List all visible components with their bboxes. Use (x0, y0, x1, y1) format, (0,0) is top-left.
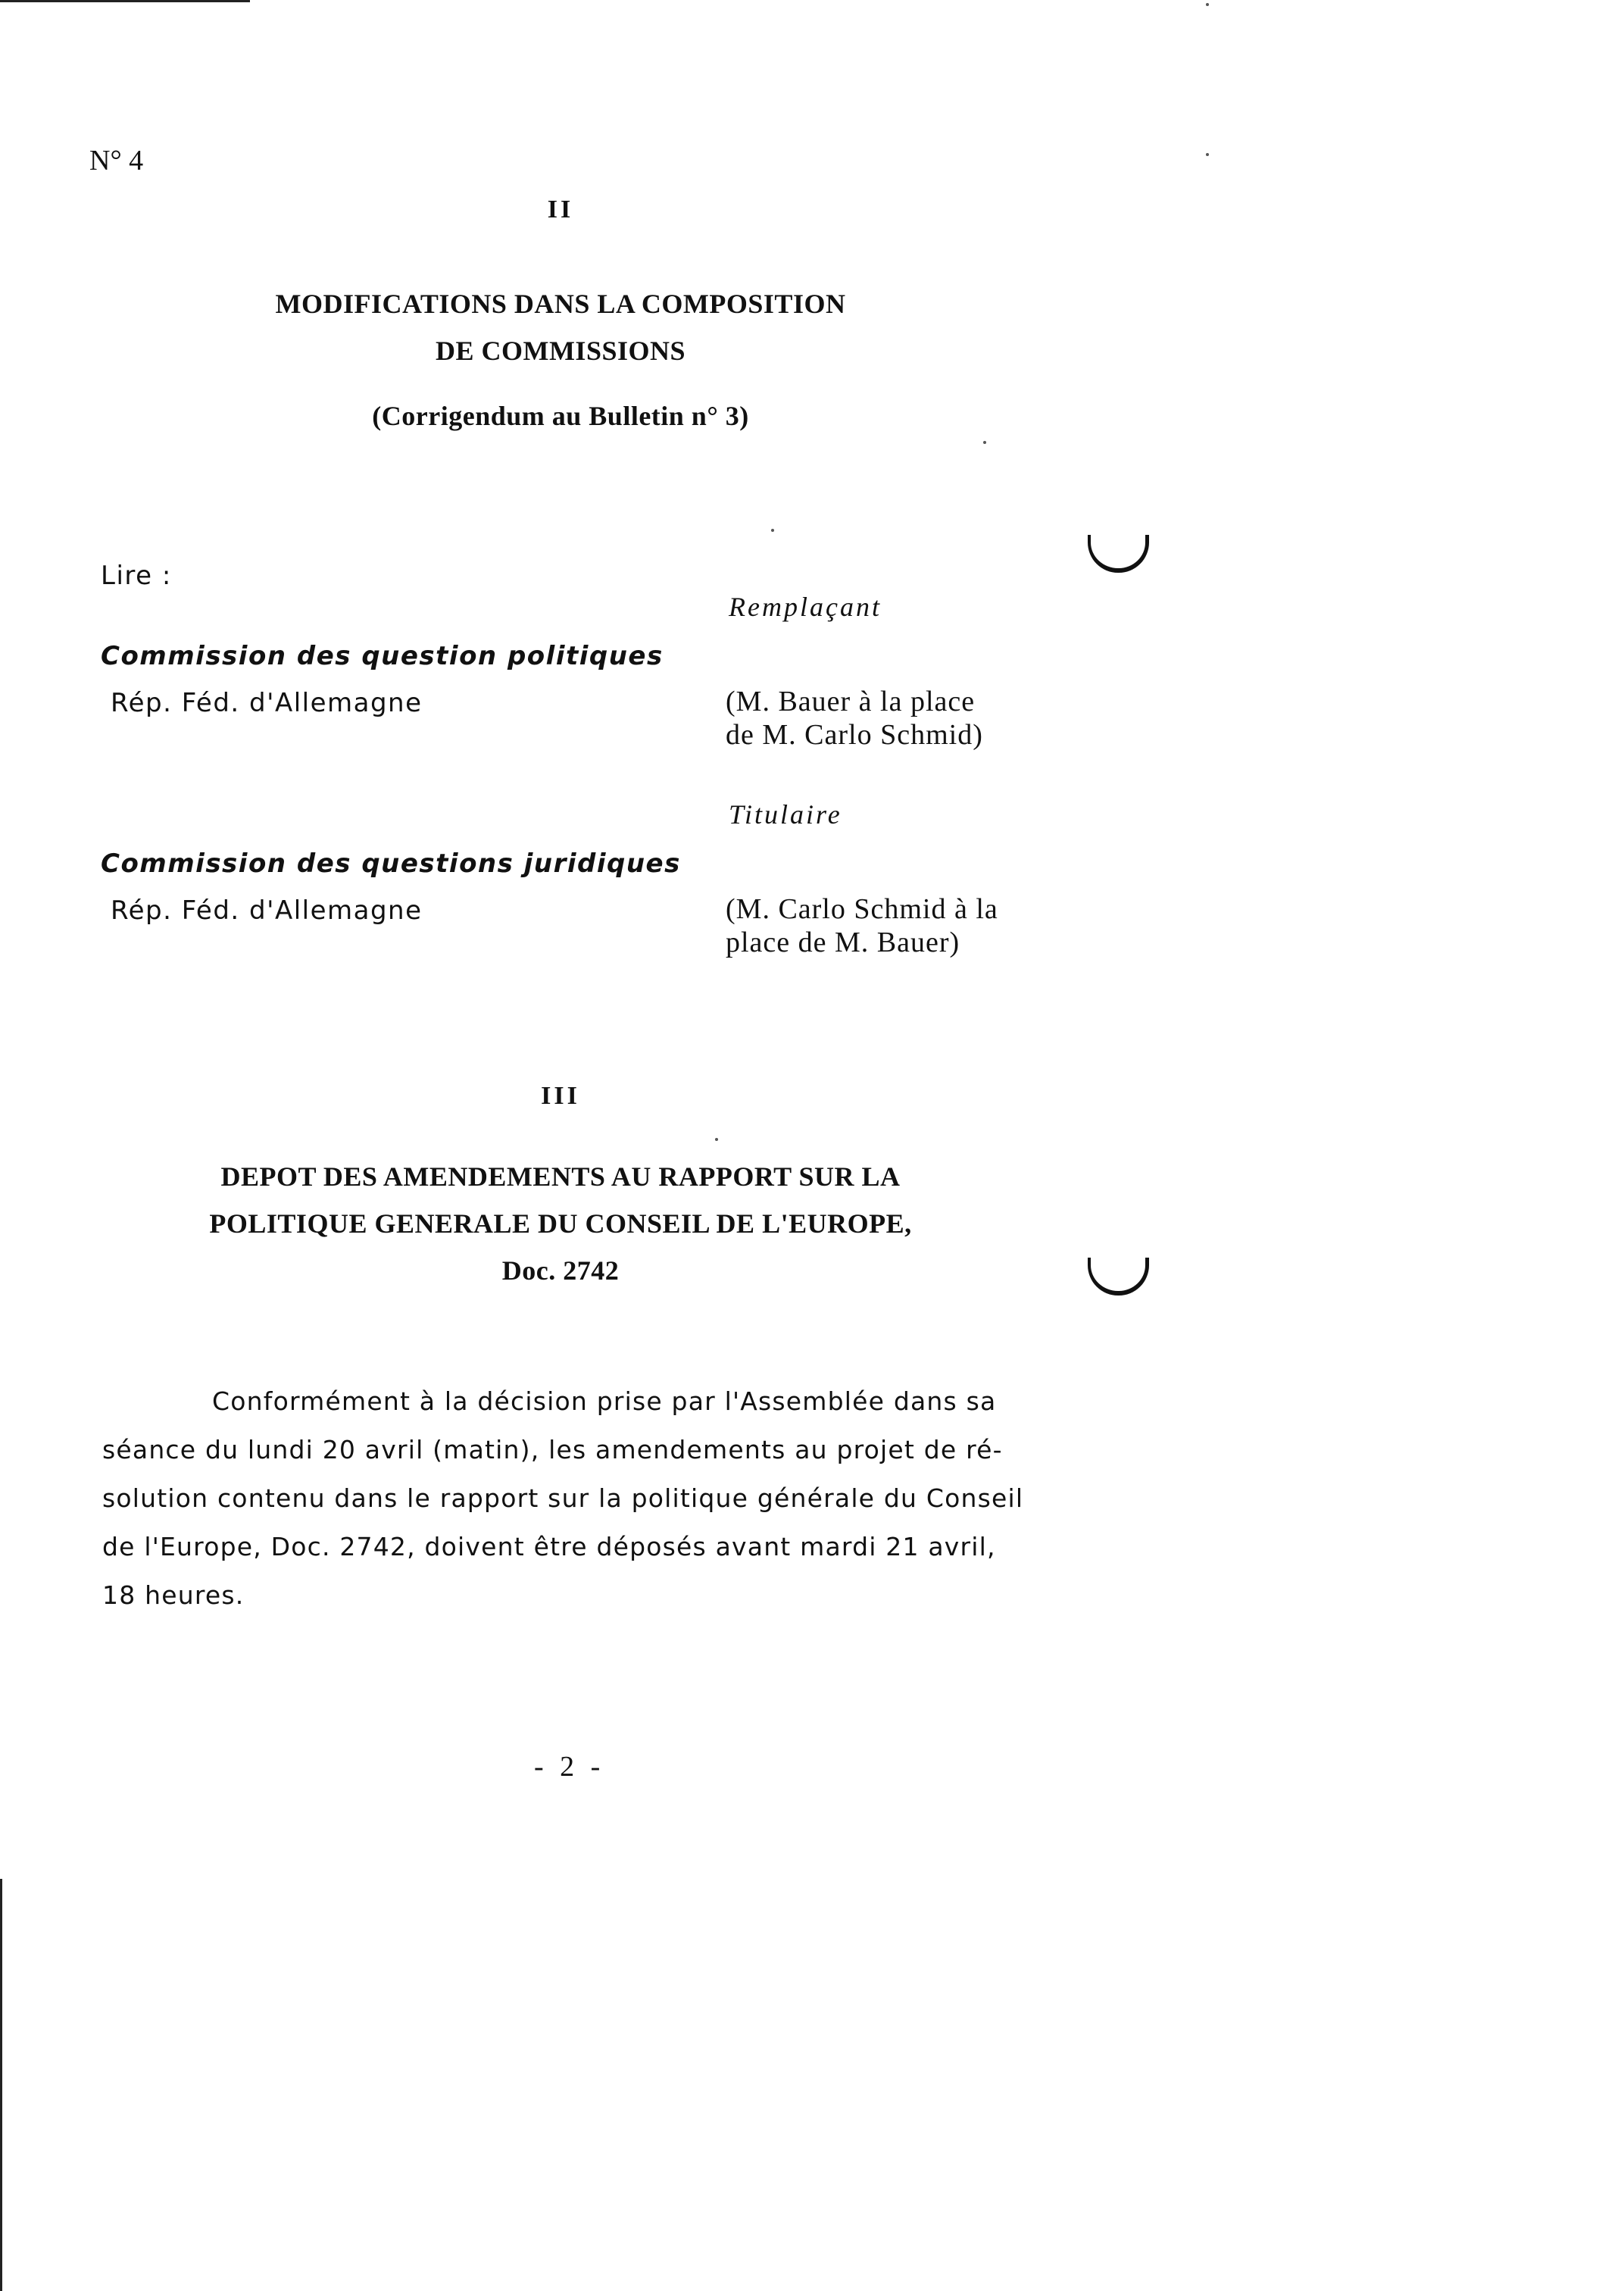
paragraph-line: 18 heures. (102, 1580, 245, 1610)
change-note-line: (M. Carlo Schmid à la (726, 893, 998, 925)
section-title-line: POLITIQUE GENERALE DU CONSEIL DE L'EUROPE, (209, 1208, 912, 1239)
paragraph-line: solution contenu dans le rapport sur la politique générale du Conseil (102, 1483, 1024, 1513)
scan-speck (1206, 153, 1209, 156)
role-label: Titulaire (729, 799, 842, 830)
paragraph-line: séance du lundi 20 avril (matin), les amendements au projet de ré- (102, 1435, 1003, 1464)
section-title-line: DE COMMISSIONS (435, 336, 686, 366)
scan-speck (715, 1138, 718, 1141)
scan-speck (1206, 3, 1209, 6)
change-note-line: de M. Carlo Schmid) (726, 719, 983, 751)
country-name: Rép. Féd. d'Allemagne (111, 895, 423, 926)
scan-edge-line-left (0, 1879, 2, 2291)
page-number: - 2 - (534, 1751, 605, 1783)
country-name: Rép. Féd. d'Allemagne (111, 688, 423, 718)
section-title-line: Doc. 2742 (501, 1255, 620, 1286)
punch-hole-mark (1088, 535, 1149, 573)
document-number: N° 4 (89, 145, 144, 177)
change-note-line: (M. Bauer à la place (726, 686, 976, 717)
commission-name: Commission des questions juridiques (101, 849, 681, 879)
role-label: Remplaçant (729, 592, 882, 622)
section-subtitle: (Corrigendum au Bulletin n° 3) (372, 401, 749, 431)
intro-label: Lire : (101, 561, 172, 591)
paragraph-line: de l'Europe, Doc. 2742, doivent être déposés avant mardi 21 avril, (102, 1532, 996, 1561)
section-title-line: DEPOT DES AMENDEMENTS AU RAPPORT SUR LA (220, 1161, 901, 1192)
change-note-line: place de M. Bauer) (726, 927, 960, 958)
scan-edge-line (0, 0, 250, 2)
scan-speck (983, 441, 986, 444)
section-roman-numeral: II (547, 195, 574, 223)
section-roman-numeral: III (541, 1082, 580, 1110)
commission-name: Commission des question politiques (101, 641, 664, 671)
scan-speck (771, 529, 774, 532)
section-title-line: MODIFICATIONS DANS LA COMPOSITION (275, 289, 846, 319)
paragraph-line: Conformément à la décision prise par l'Assemblée dans sa (212, 1386, 997, 1416)
